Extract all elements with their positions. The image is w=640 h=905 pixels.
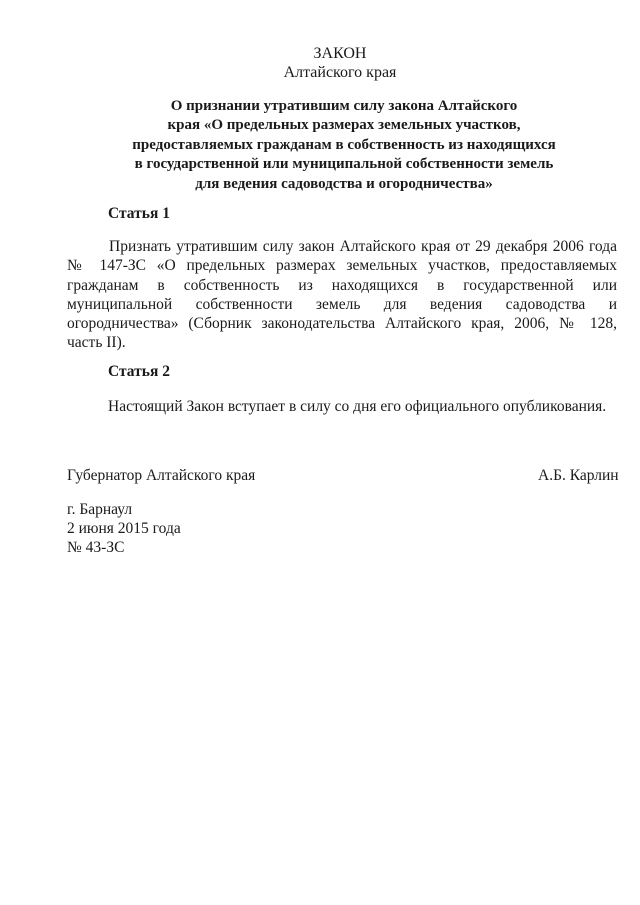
article-1-line: огородничества» (Сборник законодательства Алтайского края, 2006, № 128, bbox=[67, 315, 617, 333]
document-type: ЗАКОН bbox=[313, 45, 367, 62]
law-number: № 43-ЗС bbox=[67, 539, 125, 556]
article-1-line: гражданам в собственность из находящихся в государственной или bbox=[67, 276, 617, 294]
document-title-line: для ведения садоводства и огородничества» bbox=[195, 175, 493, 192]
document-region: Алтайского края bbox=[283, 64, 397, 81]
article-1-text bbox=[67, 237, 617, 353]
article-1-line: часть II). bbox=[67, 334, 126, 352]
signing-place: г. Барнаул bbox=[67, 501, 133, 518]
article-1-line: Признать утратившим силу закон Алтайского края от 29 декабря 2006 года bbox=[109, 238, 617, 255]
article-1-line: № 147-ЗС «О предельных размерах земельных участков, предоставляемых bbox=[67, 257, 617, 275]
signatory-title: Губернатор Алтайского края bbox=[67, 467, 256, 484]
article-1-line: муниципальной собственности земель для ведения садоводства и bbox=[67, 295, 617, 313]
signatory-name: А.Б. Карлин bbox=[538, 467, 619, 484]
document-title-line: в государственной или муниципальной собственности земель bbox=[134, 156, 554, 173]
article-2-text: Настоящий Закон вступает в силу со дня его официального опубликования. bbox=[108, 398, 607, 415]
article-1-heading: Статья 1 bbox=[108, 205, 170, 222]
document-title-line: края «О предельных размерах земельных участков, bbox=[167, 117, 521, 134]
document-title-line: предоставляемых гражданам в собственность из находящихся bbox=[132, 136, 556, 153]
document-title-line: О признании утратившим силу закона Алтайского bbox=[170, 98, 518, 114]
article-2-heading: Статья 2 bbox=[108, 363, 170, 380]
document-title bbox=[98, 97, 590, 194]
signing-date: 2 июня 2015 года bbox=[67, 520, 181, 537]
